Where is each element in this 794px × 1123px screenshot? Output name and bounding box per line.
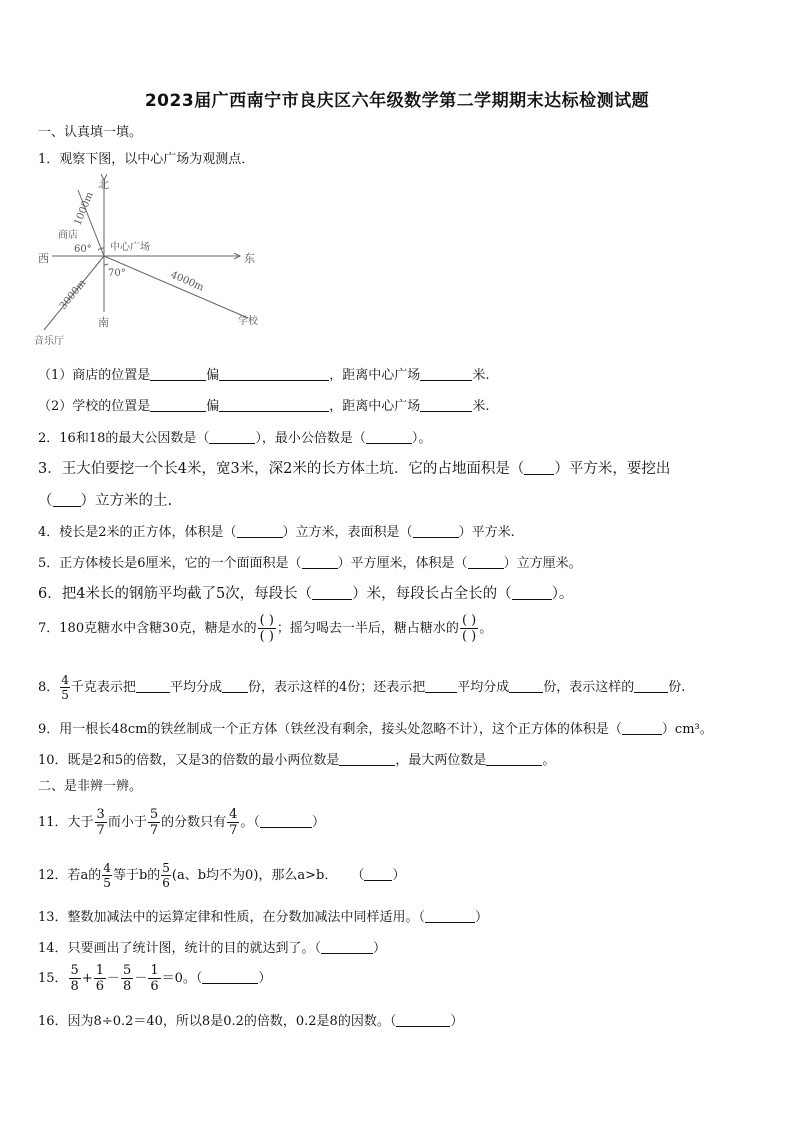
- fraction-answer[interactable]: $\frac{( )}{( )}$: [259, 613, 274, 644]
- question-9: 9．用一根长48cm的铁丝制成一个正方体（铁丝没有剩余，接头处忽略不计），这个正方体的体积是（ ）cm³。: [38, 722, 713, 737]
- label-north: 北: [98, 178, 109, 191]
- fraction: $\frac{5}{6}$: [162, 861, 170, 890]
- page-title: 2023届广西南宁市良庆区六年级数学第二学期期末达标检测试题: [144, 91, 650, 111]
- answer-blank[interactable]: [150, 367, 206, 381]
- question-10: 10．既是2和5的倍数，又是3的倍数的最小两位数是 ，最大两位数是 。: [38, 753, 556, 768]
- question-3-cont: （ ）立方米的土.: [38, 493, 173, 509]
- question-15: 15． $\frac{5}{8}$ + $\frac{1}{6}$ － $\frac{5}{8}$ － $\frac{1}{6}$ ＝0。（ ）: [38, 963, 272, 994]
- answer-blank[interactable]: [396, 1013, 450, 1027]
- question-1-1: （1）商店的位置是 偏 ，距离中心广场 米.: [38, 368, 490, 383]
- question-6: 6．把4米长的钢筋平均截了5次，每段长（ ）米，每段长占全长的（ ）。: [38, 586, 574, 602]
- answer-blank[interactable]: [312, 586, 352, 600]
- label-distance-school: 4000m: [168, 269, 206, 294]
- answer-blank[interactable]: [136, 679, 170, 693]
- answer-blank[interactable]: [413, 524, 459, 538]
- label-music-hall: 音乐厅: [34, 336, 64, 347]
- answer-blank[interactable]: [420, 398, 472, 412]
- answer-blank[interactable]: [524, 461, 554, 475]
- question-8: 8． $\frac{4}{5}$ 千克表示把 平均分成 份，表示这样的4份；还表示把 平均分成 份，表示这样的 份.: [38, 673, 686, 702]
- answer-blank[interactable]: [486, 752, 542, 766]
- compass-diagram: [30, 170, 290, 348]
- answer-blank[interactable]: [512, 586, 552, 600]
- label-south: 南: [98, 316, 109, 329]
- answer-blank[interactable]: [425, 909, 475, 923]
- answer-blank[interactable]: [420, 367, 472, 381]
- fraction: $\frac{3}{7}$: [96, 807, 105, 838]
- question-2: 2．16和18的最大公因数是（ ），最小公倍数是（ ）。: [38, 431, 432, 446]
- question-16: 16．因为8÷0.2＝40，所以8是0.2的倍数，0.2是8的因数。（ ）: [38, 1014, 464, 1029]
- answer-blank[interactable]: [366, 430, 412, 444]
- label-distance-shop: 1000m: [72, 190, 96, 228]
- section-heading-1: 一、认真填一填。: [38, 125, 143, 140]
- question-11: 11．大于 $\frac{3}{7}$ 而小于 $\frac{5}{7}$ 的分数只有 $\frac{4}{7}$ 。（ ）: [38, 807, 325, 838]
- answer-blank[interactable]: [509, 679, 543, 693]
- fraction: $\frac{5}{8}$: [123, 963, 132, 994]
- section-heading-2: 二、是非辨一辨。: [38, 779, 143, 794]
- question-5: 5．正方体棱长是6厘米，它的一个面面积是（ ）平方厘米，体积是（ ）立方厘米。: [38, 556, 582, 571]
- fraction: $\frac{1}{6}$: [150, 963, 159, 994]
- answer-blank[interactable]: [302, 555, 338, 569]
- answer-blank[interactable]: [260, 814, 312, 828]
- fraction-answer[interactable]: $\frac{( )}{( )}$: [461, 613, 477, 644]
- label-center-square: 中心广场: [110, 242, 150, 253]
- label-shop: 商店: [58, 230, 78, 241]
- label-angle-70: 70°: [108, 268, 126, 279]
- answer-blank[interactable]: [222, 679, 248, 693]
- answer-blank[interactable]: [339, 752, 395, 766]
- angle-arc-school: [104, 264, 108, 265]
- label-west: 西: [38, 252, 49, 265]
- answer-blank[interactable]: [425, 679, 457, 693]
- fraction: $\frac{5}{8}$: [70, 963, 79, 994]
- answer-blank[interactable]: [219, 367, 329, 381]
- question-3: 3．王大伯要挖一个长4米，宽3米，深2米的长方体土坑．它的占地面积是（ ）平方米，要挖出: [38, 461, 671, 477]
- fraction: $\frac{4}{5}$: [103, 861, 111, 890]
- fraction: $\frac{4}{5}$: [61, 673, 69, 702]
- fraction: $\frac{1}{6}$: [95, 963, 105, 994]
- question-13: 13．整数加减法中的运算定律和性质，在分数加减法中同样适用。（ ）: [38, 910, 489, 925]
- answer-blank[interactable]: [209, 430, 255, 444]
- question-7: 7．180克糖水中含糖30克，糖是水的 $\frac{( )}{( )}$ ；摇匀喝去一半后，糖占糖水的 $\frac{( )}{( )}$ 。: [38, 613, 493, 644]
- answer-blank[interactable]: [634, 679, 668, 693]
- answer-blank[interactable]: [237, 524, 283, 538]
- question-12: 12．若a的 $\frac{4}{5}$ 等于b的 $\frac{5}{6}$ (a、b均不为0)，那么a>b． （ ）: [38, 861, 406, 890]
- question-1-2: （2）学校的位置是 偏 ，距离中心广场 米.: [38, 399, 490, 414]
- label-east: 东: [244, 252, 255, 265]
- answer-blank[interactable]: [321, 940, 373, 954]
- answer-blank[interactable]: [468, 555, 504, 569]
- label-school: 学校: [238, 316, 258, 327]
- question-4: 4．棱长是2米的正方体，体积是（ ）立方米，表面积是（ ）平方米.: [38, 525, 515, 540]
- question-1: 1．观察下图，以中心广场为观测点．: [38, 152, 255, 167]
- label-angle-60: 60°: [74, 244, 92, 255]
- answer-blank[interactable]: [219, 398, 329, 412]
- answer-blank[interactable]: [622, 721, 662, 735]
- fraction: $\frac{4}{7}$: [229, 807, 238, 838]
- question-14: 14．只要画出了统计图，统计的目的就达到了。（ ）: [38, 941, 387, 956]
- label-distance-music-hall: 3000m: [57, 277, 89, 312]
- answer-blank[interactable]: [53, 493, 81, 507]
- answer-blank[interactable]: [202, 970, 258, 984]
- answer-blank[interactable]: [364, 867, 392, 881]
- answer-blank[interactable]: [150, 398, 206, 412]
- school-direction-line: [104, 256, 248, 318]
- fraction: $\frac{5}{7}$: [149, 807, 159, 838]
